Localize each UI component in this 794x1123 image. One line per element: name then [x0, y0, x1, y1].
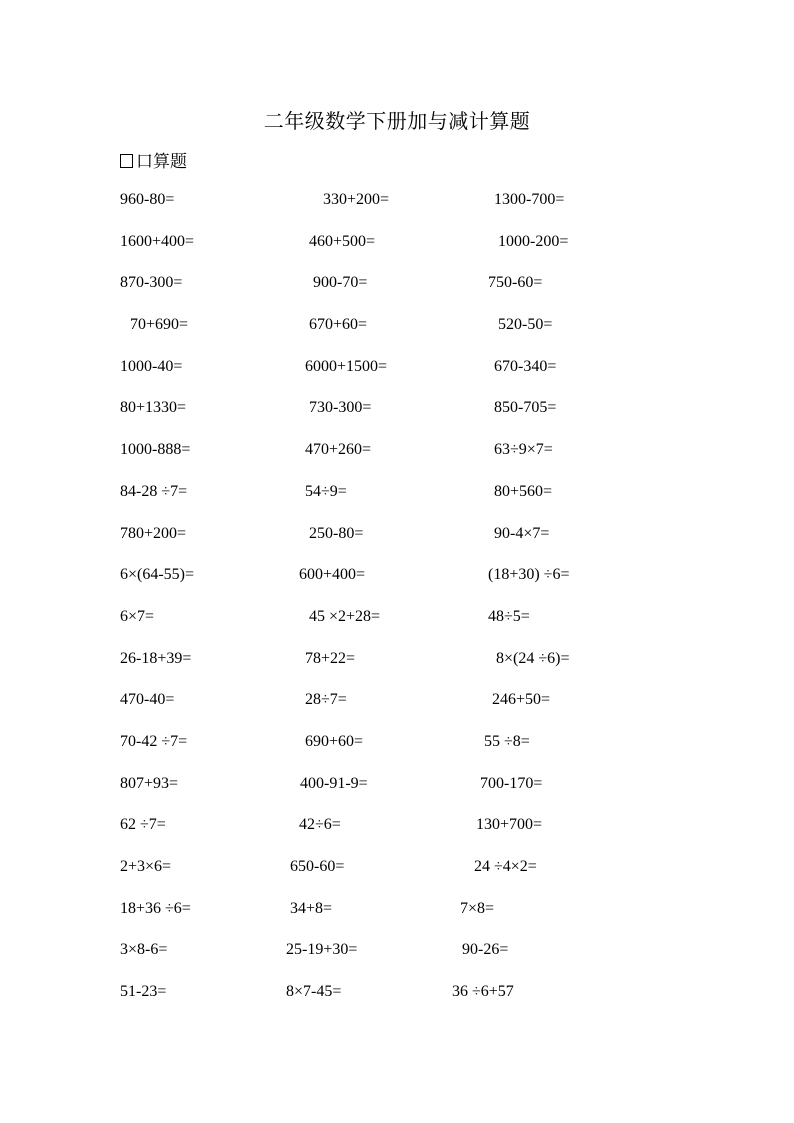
problem-row — [0, 648, 794, 690]
problem-item: 750-60= — [488, 274, 543, 292]
problem-row — [0, 481, 794, 523]
problem-row — [0, 939, 794, 981]
problem-item: 1600+400= — [120, 232, 195, 250]
problem-item: 78+22= — [305, 649, 356, 667]
problem-item: 807+93= — [120, 774, 179, 792]
problem-item: 70+690= — [130, 316, 189, 334]
problem-item: 6×(64-55)= — [120, 566, 195, 584]
problem-row — [0, 189, 794, 231]
problem-item: 8×(24 ÷6)= — [496, 649, 570, 667]
problem-item: 850-705= — [494, 399, 557, 417]
problem-row — [0, 856, 794, 898]
problem-item: 24 ÷4×2= — [474, 858, 537, 875]
problem-row — [0, 272, 794, 314]
problem-item: 6×7= — [120, 607, 155, 625]
problem-row — [0, 231, 794, 273]
problem-row — [0, 356, 794, 398]
problem-item: 34+8= — [290, 899, 333, 917]
problem-item: 1300-700= — [494, 191, 565, 208]
problem-item: 730-300= — [309, 399, 372, 417]
problem-row — [0, 564, 794, 606]
section-label: 口算题 — [136, 152, 187, 171]
problem-item: 6000+1500= — [305, 357, 388, 375]
problem-item: 1000-888= — [120, 441, 191, 459]
problem-item: 900-70= — [313, 274, 368, 292]
problem-item: 700-170= — [480, 774, 543, 792]
problem-item: 3×8-6= — [120, 941, 168, 959]
problem-row — [0, 731, 794, 773]
problem-item: 690+60= — [305, 732, 364, 750]
problem-item: 84-28 ÷7= — [120, 482, 188, 500]
problem-row — [0, 689, 794, 731]
problem-item: 7×8= — [460, 899, 495, 917]
problem-item: 90-4×7= — [494, 524, 550, 542]
problem-item: 470-40= — [120, 691, 175, 709]
problem-item: 42÷6= — [299, 816, 341, 834]
problem-row — [0, 981, 794, 1023]
problem-item: 80+560= — [494, 482, 553, 500]
problem-item: 25-19+30= — [286, 941, 358, 959]
problem-item: 250-80= — [309, 524, 364, 542]
problem-item: 460+500= — [309, 232, 376, 250]
problem-item: 650-60= — [290, 858, 345, 875]
problem-row — [0, 773, 794, 815]
problem-item: 48÷5= — [488, 607, 530, 625]
problem-item: 960-80= — [120, 191, 175, 208]
checkbox-square-icon — [120, 154, 133, 168]
problem-item: (18+30) ÷6= — [488, 566, 570, 584]
problem-grid — [0, 189, 794, 1023]
problem-item: 400-91-9= — [300, 774, 368, 792]
problem-item: 62 ÷7= — [120, 816, 166, 834]
problem-item: 870-300= — [120, 274, 183, 292]
problem-item: 36 ÷6+57 — [452, 983, 514, 1001]
problem-item: 1000-40= — [120, 357, 183, 375]
problem-item: 600+400= — [299, 566, 366, 584]
problem-row — [0, 397, 794, 439]
problem-item: 470+260= — [305, 441, 372, 459]
problem-item: 780+200= — [120, 524, 187, 542]
problem-row — [0, 439, 794, 481]
problem-item: 55 ÷8= — [484, 732, 530, 750]
problem-item: 18+36 ÷6= — [120, 899, 191, 917]
problem-item: 130+700= — [476, 816, 543, 834]
problem-item: 54÷9= — [305, 482, 347, 500]
problem-item: 90-26= — [462, 941, 509, 959]
problem-item: 51-23= — [120, 983, 167, 1001]
section-heading — [120, 147, 187, 172]
problem-row — [0, 606, 794, 648]
problem-item: 45 ×2+28= — [309, 607, 381, 625]
problem-item: 670-340= — [494, 357, 557, 375]
problem-item: 246+50= — [492, 691, 551, 709]
problem-row — [0, 898, 794, 940]
problem-row — [0, 523, 794, 565]
problem-item: 1000-200= — [498, 232, 569, 250]
problem-item: 28÷7= — [305, 691, 347, 709]
problem-item: 80+1330= — [120, 399, 187, 417]
problem-item: 330+200= — [323, 191, 390, 208]
page-title: 二年级数学下册加与减计算题 — [263, 111, 531, 133]
problem-row — [0, 314, 794, 356]
problem-item: 670+60= — [309, 316, 368, 334]
problem-row — [0, 814, 794, 856]
problem-item: 520-50= — [498, 316, 553, 334]
problem-item: 70-42 ÷7= — [120, 732, 188, 750]
problem-item: 63÷9×7= — [494, 441, 553, 459]
problem-item: 26-18+39= — [120, 649, 192, 667]
problem-item: 2+3×6= — [120, 858, 172, 875]
problem-item: 8×7-45= — [286, 983, 342, 1001]
